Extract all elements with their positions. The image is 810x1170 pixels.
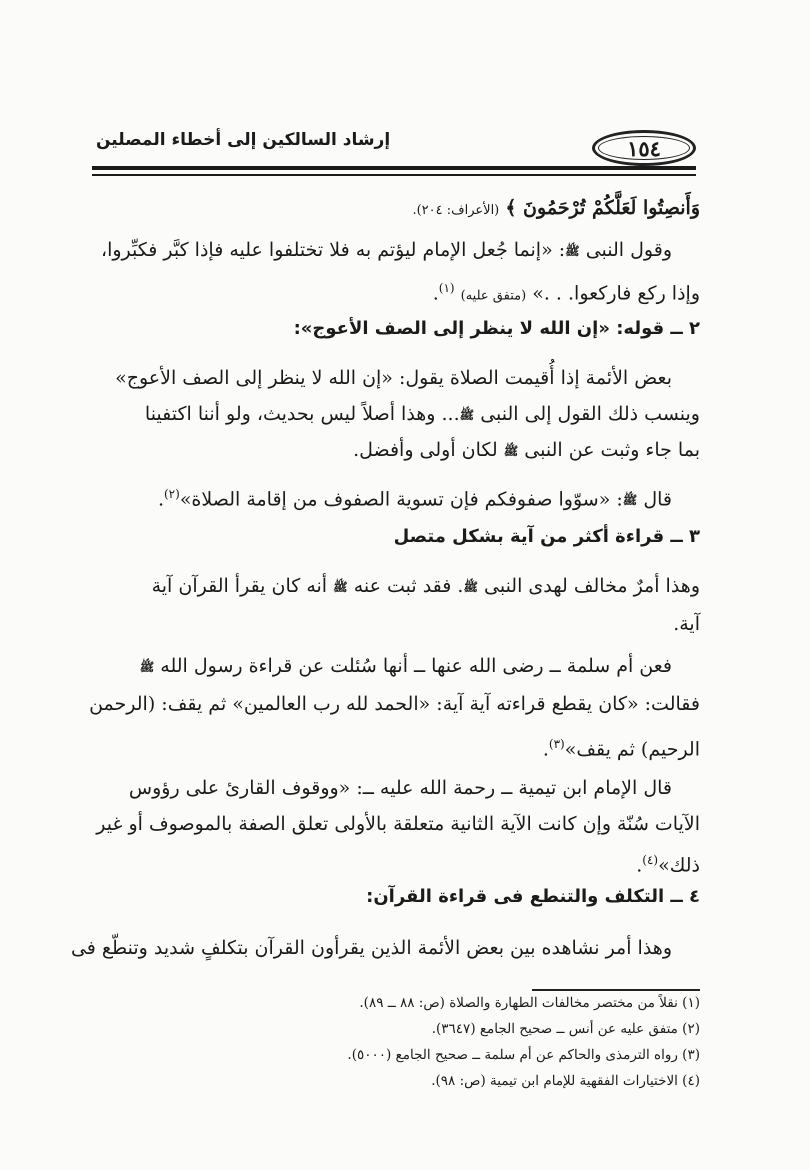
salawat-glyph: ﷺ — [459, 408, 475, 422]
text: . — [542, 738, 549, 761]
footnote-separator — [532, 989, 700, 991]
text: . — [157, 488, 164, 511]
text: بما جاء وثبت عن النبى — [524, 439, 700, 461]
text: : «إنما جُعل الإمام ليؤتم به فلا تختلفوا عليه فإذا كبَّر فكبِّروا، — [100, 239, 566, 261]
footnote-marker: (٣) — [548, 737, 565, 751]
footnote-2: (٢) متفق عليه عن أنس ــ صحيح الجامع (٣٦٤٧). — [431, 1021, 700, 1037]
hadith-source: (متفق عليه) — [460, 288, 527, 304]
running-title: إرشاد السالكين إلى أخطاء المصلين — [96, 130, 391, 150]
header-rule-thick — [92, 166, 696, 170]
verse-line — [412, 192, 700, 227]
salawat-glyph: ﷺ — [622, 493, 638, 508]
text: وإذا ركع فاركعوا. . .» — [532, 282, 700, 305]
page-number: ١٥٤ — [627, 135, 661, 161]
section-heading-3: ٣ ــ قراءة أكثر من آية بشكل متصل — [393, 526, 700, 547]
paragraph-line — [353, 434, 700, 467]
text: ... وهذا أصلاً ليس بحديث، ولو أننا اكتفينا — [144, 403, 460, 425]
section-heading-4: ٤ ــ التكلف والتنطع فى قراءة القرآن: — [366, 886, 700, 907]
page-number-frame — [592, 130, 696, 166]
text: وهذا أمرٌ مخالف لهدى النبى — [484, 575, 700, 597]
footnote-4: (٤) الاختيارات الفقهية للإمام ابن تيمية (ص: ٩٨). — [431, 1073, 700, 1089]
text: فعن أم سلمة ــ رضى الله عنها ــ أنها سُئلت عن قراءة رسول الله — [160, 655, 672, 677]
paragraph-line: فقالت: «كان يقطع قراءته آية آية: «الحمد لله رب العالمين» ثم يقف: (الرحمن — [89, 693, 700, 715]
text: أنه كان يقرأ القرآن آية — [151, 575, 328, 597]
text: وينسب ذلك القول إلى النبى — [480, 403, 700, 425]
paragraph-line — [636, 844, 700, 881]
salawat-glyph: ﷺ — [503, 444, 519, 458]
salawat-glyph: ﷺ — [565, 244, 580, 258]
text: لكان أولى وأفضل. — [353, 439, 498, 461]
text: . — [432, 282, 439, 305]
section-heading-2: ٢ ــ قوله: «إن الله لا ينظر إلى الصف الأعوج»: — [293, 318, 700, 339]
footnote-3: (٣) رواه الترمذى والحاكم عن أم سلمة ــ صحيح الجامع (٥٠٠٠). — [347, 1047, 700, 1063]
paragraph-line — [543, 728, 700, 765]
salawat-glyph: ﷺ — [333, 580, 348, 594]
paragraph-line: بعض الأئمة إذا أُقيمت الصلاة يقول: «إن الله لا ينظر إلى الصف الأعوج» — [115, 367, 672, 389]
footnote-1: (١) نقلاً من مختصر مخالفات الطهارة والصلاة (ص: ٨٨ ــ ٨٩). — [359, 995, 700, 1011]
paragraph-line — [140, 650, 672, 683]
hadith-line-2 — [433, 272, 700, 312]
paragraph-line — [152, 570, 700, 603]
text: . — [636, 854, 643, 877]
quran-verse: وَأَنصِتُوا لَعَلَّكُمْ تُرْحَمُونَ ﴾ — [505, 197, 700, 219]
text: قال — [643, 488, 672, 511]
paragraph-line: الآيات سُنّة وإن كانت الآية الثانية متعلقة بالأولى تعلق الصفة بالموصوف أو غير — [96, 813, 700, 835]
footnote-marker: (٢) — [163, 487, 180, 501]
paragraph-line — [145, 398, 700, 431]
paragraph-line: وهذا أمر نشاهده بين بعض الأئمة الذين يقرأون القرآن بتكلفٍ شديد وتنطّع فى — [70, 937, 672, 959]
text: . فقد ثبت عنه — [353, 575, 464, 597]
page-header — [92, 118, 696, 178]
footnote-marker: (٤) — [642, 853, 659, 867]
text: وقول النبى — [585, 239, 672, 261]
paragraph-line — [158, 478, 672, 516]
verse-reference: (الأعراف: ٢٠٤). — [412, 203, 500, 218]
header-rule-thin — [92, 174, 696, 176]
salawat-glyph: ﷺ — [463, 580, 478, 594]
footnote-marker: (١) — [438, 281, 455, 295]
salawat-glyph: ﷺ — [139, 660, 155, 674]
hadith-line-1 — [101, 234, 672, 267]
text: ذلك» — [658, 854, 700, 877]
text: الرحيم) ثم يقف» — [564, 738, 700, 761]
text: : «سوّوا صفوفكم فإن تسوية الصفوف من إقامة الصلاة» — [179, 488, 623, 511]
paragraph-line: آية. — [673, 613, 700, 635]
paragraph-line: قال الإمام ابن تيمية ــ رحمة الله عليه ــ: «ووقوف القارئ على رؤوس — [128, 777, 672, 799]
